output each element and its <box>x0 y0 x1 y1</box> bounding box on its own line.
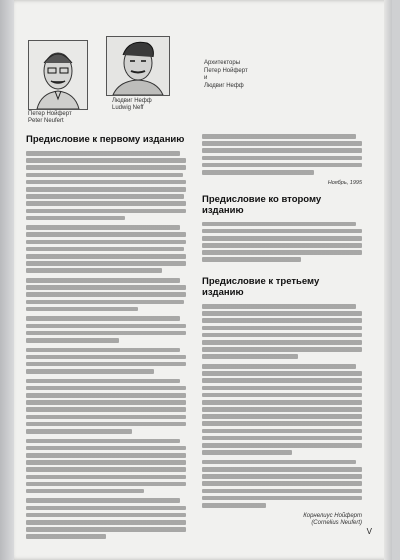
right-column <box>202 134 362 528</box>
section-title-third-edition: Предисловие к третьему изданию <box>202 276 320 299</box>
text-block <box>26 278 186 311</box>
caption-left-de: Peter Neufert <box>28 118 64 124</box>
text-block <box>26 316 186 342</box>
left-column <box>26 134 186 544</box>
text-block <box>202 364 362 455</box>
page-edge <box>384 0 392 560</box>
book-spine <box>0 0 14 560</box>
caption-left <box>28 111 72 125</box>
text-block <box>202 460 362 508</box>
text-block <box>202 222 362 263</box>
caption-right-ru: Людвиг Нефф <box>112 98 152 104</box>
signature-name-latin: (Cornelius Neufert) <box>311 520 362 527</box>
preface-date: Ноябрь, 1995 <box>327 179 362 186</box>
text-block <box>26 439 186 494</box>
text-block <box>26 498 186 539</box>
signature <box>202 513 362 528</box>
text-block <box>26 151 186 220</box>
section-title-first-edition: Предисловие к первому изданию <box>26 134 185 145</box>
text-block <box>202 304 362 359</box>
authors-header-line: Людвиг Нефф <box>204 82 244 89</box>
book-page <box>14 0 392 560</box>
text-block <box>26 379 186 434</box>
authors-header-line: Архитекторы <box>204 60 240 66</box>
caption-left-ru: Петер Нойферт <box>28 111 72 117</box>
signature-name: Корнелиус Нойферт <box>303 512 362 519</box>
section-title-second-edition: Предисловие ко второму изданию <box>202 193 322 216</box>
caption-right-de: Ludwig Neff <box>112 105 144 111</box>
authors-header <box>204 60 248 90</box>
portrait-ludwig-neff <box>106 36 170 96</box>
authors-header-line: Петер Нойферт <box>204 67 248 74</box>
portrait-peter-neufert <box>28 40 88 110</box>
text-block <box>26 225 186 273</box>
caption-right <box>112 98 152 112</box>
page-number: V <box>366 527 372 536</box>
authors-header-line: и <box>204 75 208 81</box>
text-block <box>202 134 362 175</box>
text-block <box>26 348 186 374</box>
